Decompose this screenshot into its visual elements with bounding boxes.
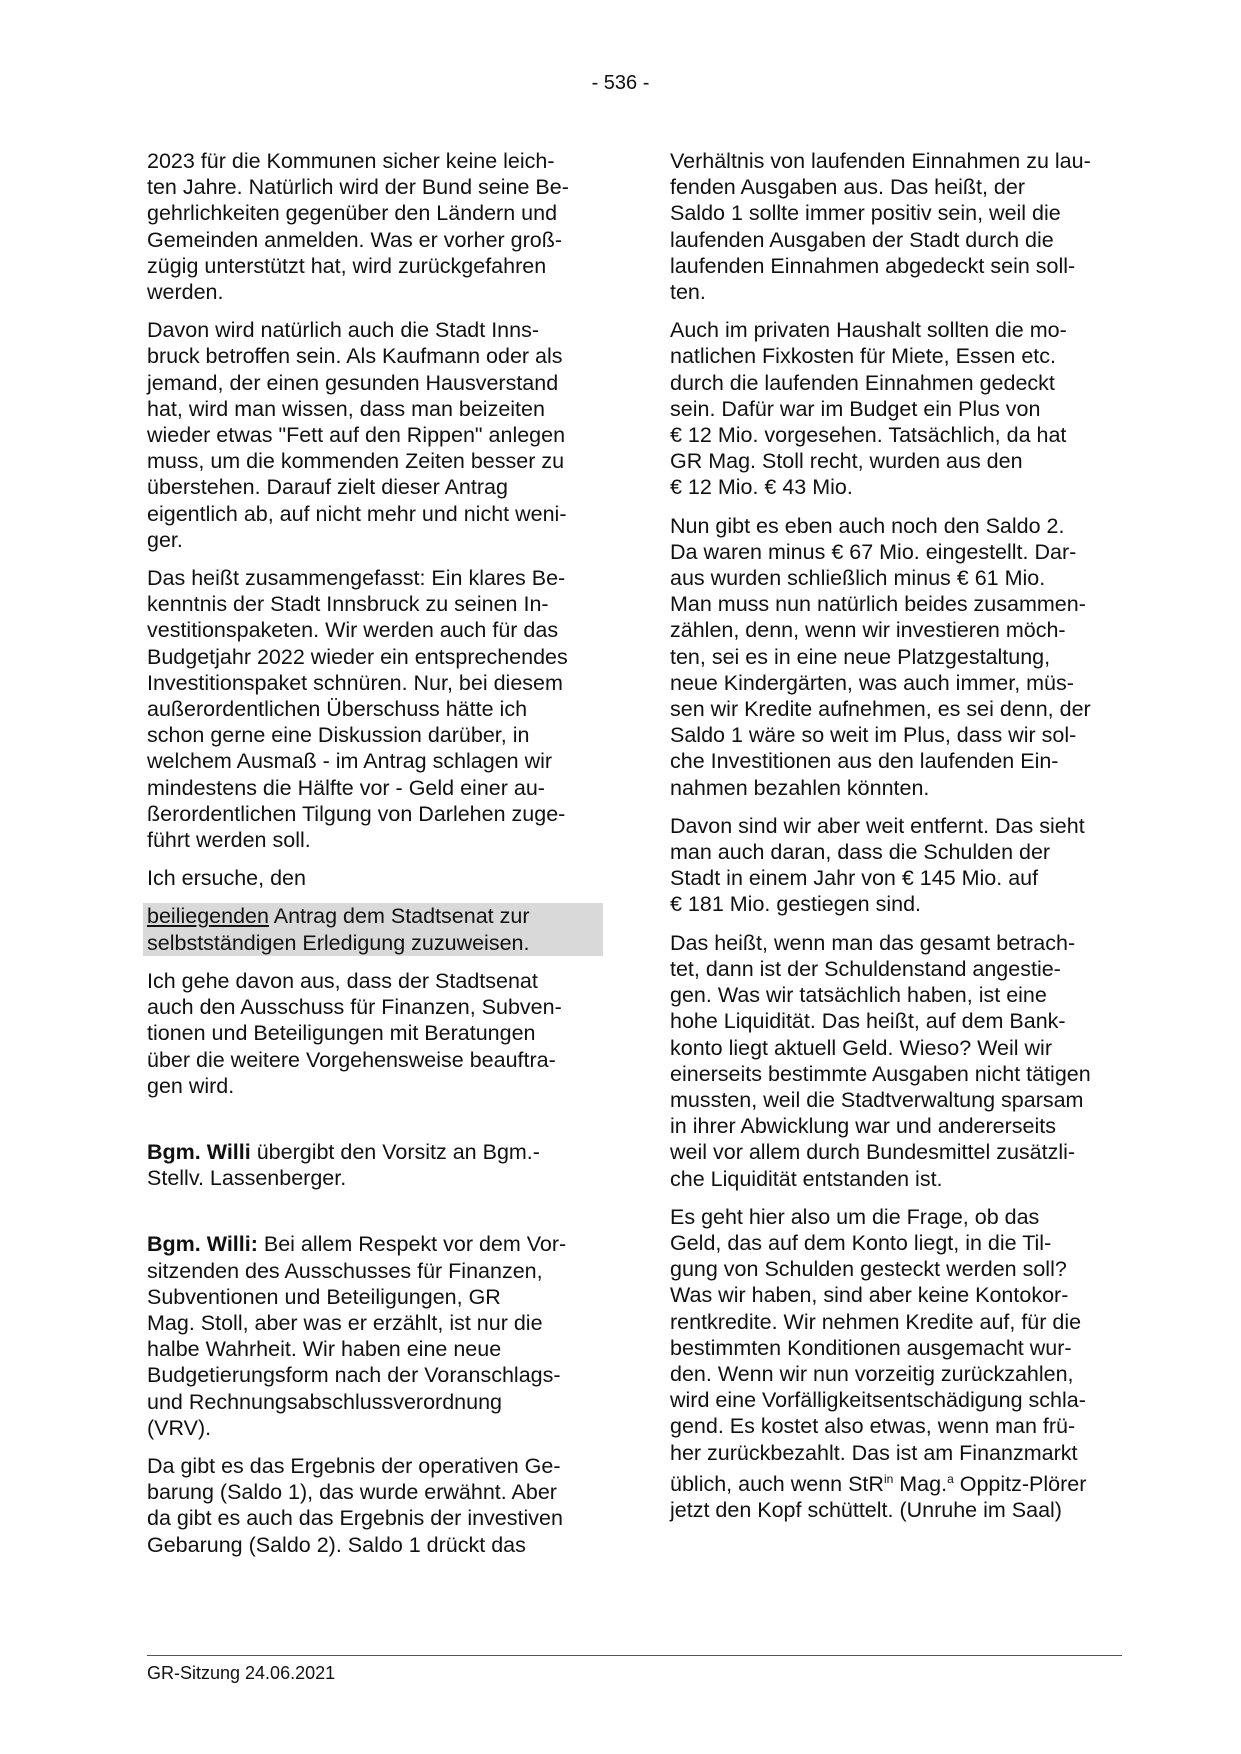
text-line: außerordentlichen Überschuss hätte ich <box>147 697 528 722</box>
text-line: durch die laufenden Einnahmen gedeckt <box>670 370 1055 395</box>
text-line: welchem Ausmaß - im Antrag schlagen wir <box>147 749 553 774</box>
paragraph <box>147 565 599 853</box>
text-line: mindestens die Hälfte vor - Geld einer au- <box>147 775 545 800</box>
text-line: man auch daran, dass die Schulden der <box>670 840 1051 865</box>
text-line: laufenden Einnahmen abgedeckt sein soll- <box>670 253 1076 278</box>
text-line: che Liquidität entstanden ist. <box>670 1166 943 1191</box>
text-line: 2023 für die Kommunen sicher keine leich- <box>147 149 555 173</box>
text-line: Investitionspaket schnüren. Nur, bei diesem <box>147 670 563 695</box>
text-line: Nun gibt es eben auch noch den Saldo 2. <box>670 513 1065 538</box>
text-line: Was wir haben, sind aber keine Kontokor- <box>670 1283 1069 1308</box>
text-line: Budgetierungsform nach der Voranschlags- <box>147 1363 561 1388</box>
paragraph <box>147 148 599 305</box>
text-line: gehrlichkeiten gegenüber den Ländern und <box>147 201 558 226</box>
text-line: tet, dann ist der Schuldenstand angestie- <box>670 956 1061 981</box>
text-line: Stadt in einem Jahr von € 145 Mio. auf <box>670 866 1039 891</box>
text-line: Geld, das auf dem Konto liegt, in die Til- <box>670 1230 1052 1255</box>
paragraph <box>670 317 1122 500</box>
speaker-name: Bgm. Willi: <box>147 1232 258 1257</box>
text-line: natlichen Fixkosten für Miete, Essen etc. <box>670 344 1056 369</box>
text-line: bestimmten Konditionen ausgemacht wur- <box>670 1335 1072 1360</box>
text-line: rentkredite. Wir nehmen Kredite auf, für die <box>670 1309 1082 1334</box>
text-line: konto liegt aktuell Geld. Wieso? Weil wir <box>670 1035 1052 1060</box>
text-line: Davon sind wir aber weit entfernt. Das sieht <box>670 813 1085 838</box>
text-line: Gemeinden anmelden. Was er vorher groß- <box>147 227 563 252</box>
text-line: werden. <box>147 280 224 305</box>
text-line: gend. Es kostet also etwas, wenn man frü- <box>670 1414 1076 1439</box>
right-column <box>670 148 1122 1535</box>
text-line: tionen und Beteiligungen mit Beratungen <box>147 1021 536 1046</box>
text-line: bruck betroffen sein. Als Kaufmann oder als <box>147 344 563 369</box>
text-line: Auch im privaten Haushalt sollten die mo- <box>670 318 1067 343</box>
text-line: Ich gehe davon aus, dass der Stadtsenat <box>147 968 538 993</box>
text-line: ten. <box>670 280 706 305</box>
text-line: Davon wird natürlich auch die Stadt Inns- <box>147 318 539 343</box>
text-line: und Rechnungsabschlussverordnung <box>147 1389 502 1414</box>
paragraph <box>670 513 1122 801</box>
text-line: barung (Saldo 1), das wurde erwähnt. Aber <box>147 1480 557 1505</box>
text-line: Saldo 1 sollte immer positiv sein, weil die <box>670 201 1061 226</box>
text-line: Budgetjahr 2022 wieder ein entsprechendes <box>147 644 568 669</box>
paragraph <box>147 317 599 553</box>
text-line: eigentlich ab, auf nicht mehr und nicht weni- <box>147 501 567 526</box>
paragraph <box>670 930 1122 1192</box>
text-line: sen wir Kredite aufnehmen, es sei denn, der <box>670 697 1091 722</box>
paragraph: Ich ersuche, den <box>147 866 306 891</box>
highlighted-motion: beiliegenden Antrag dem Stadtsenat zur selbstständigen Erledigung zuzuweisen. <box>143 903 603 955</box>
text-line: hohe Liquidität. Das heißt, auf dem Bank- <box>670 1009 1066 1034</box>
text-line: muss, um die kommenden Zeiten besser zu <box>147 449 565 474</box>
text-line: laufenden Ausgaben der Stadt durch die <box>670 227 1054 252</box>
footer-session-date: GR-Sitzung 24.06.2021 <box>147 1663 336 1683</box>
paragraph <box>147 1453 599 1558</box>
text-line: neue Kindergärten, was auch immer, müs- <box>670 670 1074 695</box>
text-line: kenntnis der Stadt Innsbruck zu seinen In- <box>147 592 549 617</box>
text-line: Saldo 1 wäre so weit im Plus, dass wir sol- <box>670 723 1077 748</box>
text-line: mussten, weil die Stadtverwaltung sparsam <box>670 1087 1084 1112</box>
text-line: gung von Schulden gesteckt werden soll? <box>670 1257 1067 1282</box>
text-line: gen wird. <box>147 1073 235 1098</box>
text-line: auch den Ausschuss für Finanzen, Subven- <box>147 995 562 1020</box>
text-line: Subventionen und Beteiligungen, GR <box>147 1284 501 1309</box>
text-line: ger. <box>147 527 183 552</box>
text-line: sein. Dafür war im Budget ein Plus von <box>670 396 1041 421</box>
text-line: überstehen. Darauf zielt dieser Antrag <box>147 475 508 500</box>
text-line: Man muss nun natürlich beides zusammen- <box>670 592 1086 617</box>
text-line: ten Jahre. Natürlich wird der Bund seine Be- <box>147 175 569 200</box>
footer-divider <box>147 1655 1122 1656</box>
text-line: wird eine Vorfälligkeitsentschädigung schla- <box>670 1388 1086 1413</box>
left-column <box>147 148 599 1570</box>
text-line: da gibt es auch das Ergebnis der investiven <box>147 1506 563 1531</box>
text-line: Mag. Stoll, aber was er erzählt, ist nur die <box>147 1310 543 1335</box>
text-line: € 12 Mio. vorgesehen. Tatsächlich, da hat <box>670 423 1067 448</box>
text-line: GR Mag. Stoll recht, wurden aus den <box>670 449 1023 474</box>
speaker-name: Bgm. Willi <box>147 1139 251 1164</box>
text-line: ßerordentlichen Tilgung von Darlehen zuge- <box>147 801 566 826</box>
text-line: her zurückbezahlt. Das ist am Finanzmarkt <box>670 1440 1078 1465</box>
text-line: Das heißt zusammengefasst: Ein klares Be- <box>147 566 566 591</box>
text-line: ten, sei es in eine neue Platzgestaltung, <box>670 644 1051 669</box>
text-line: über die weitere Vorgehensweise beauftra- <box>147 1047 556 1072</box>
text-line: den. Wenn wir nun vorzeitig zurückzahlen, <box>670 1361 1074 1386</box>
text-line: einerseits bestimmte Ausgaben nicht tätigen <box>670 1061 1091 1086</box>
text-line: nahmen bezahlen könnten. <box>670 775 930 800</box>
text-line: wieder etwas "Fett auf den Rippen" anlegen <box>147 423 566 448</box>
text-line: Verhältnis von laufenden Einnahmen zu lau- <box>670 149 1091 173</box>
text-line: sitzenden des Ausschusses für Finanzen, <box>147 1258 543 1283</box>
paragraph <box>670 148 1122 305</box>
text-line: Das heißt, wenn man das gesamt betrach- <box>670 930 1076 955</box>
text-line: € 181 Mio. gestiegen sind. <box>670 892 921 917</box>
text-line: halbe Wahrheit. Wir haben eine neue <box>147 1337 502 1362</box>
text-line: € 12 Mio. € 43 Mio. <box>670 475 853 500</box>
text-line: che Investitionen aus den laufenden Ein- <box>670 749 1059 774</box>
text-line: vestitionspaketen. Wir werden auch für das <box>147 618 559 643</box>
attachment-link: beiliegenden <box>147 904 269 929</box>
text-line: Da waren minus € 67 Mio. eingestellt. Dar- <box>670 539 1077 564</box>
text-line: Gebarung (Saldo 2). Saldo 1 drückt das <box>147 1532 526 1557</box>
page-number: - 536 - <box>591 72 650 94</box>
text-line: weil vor allem durch Bundesmittel zusätzli- <box>670 1140 1076 1165</box>
paragraph <box>147 968 599 1099</box>
text-line: gen. Was wir tatsächlich haben, ist eine <box>670 983 1047 1008</box>
text-line: (VRV). <box>147 1415 212 1440</box>
paragraph <box>670 813 1122 918</box>
text-line: führt werden soll. <box>147 828 311 853</box>
text-line: Es geht hier also um die Frage, ob das <box>670 1204 1040 1229</box>
speaker-paragraph: Bgm. Willi: Bei allem Respekt vor dem Vor- sitzenden des Ausschusses für Finanzen, Subventionen und Beteiligungen, GR Mag. Stoll, aber was er erzählt, ist nur die halbe Wahrheit. Wir haben eine neue Budgetierungsform nach der Voranschlags- und Rechnungsabschlussverordnung (VRV). <box>147 1231 599 1441</box>
text-line: fenden Ausgaben aus. Das heißt, der <box>670 175 1025 200</box>
text-line: jemand, der einen gesunden Hausverstand <box>147 370 559 395</box>
text-line: zügig unterstützt hat, wird zurückgefahren <box>147 253 547 278</box>
text-line: zählen, denn, wenn wir investieren möch- <box>670 618 1066 643</box>
paragraph: Es geht hier also um die Frage, ob das Geld, das auf dem Konto liegt, in die Til- gung von Schulden gesteckt werden soll? Was wir haben, sind aber keine Kontokor- rentkredite. Wir nehmen Kredite auf, für die bestimmten Konditionen ausgemacht wur- den. Wenn wir nun vorzeitig zurückzahlen, wird eine Vorfälligkeitsentschädigung schla- gend. Es kostet also etwas, wenn man frü- her zurückbezahlt. Das ist am Finanzmarkt üblich, auch wenn StR$^{in}$ Mag.$^a$ Oppitz-Plörer jetzt den Kopf schüttelt. (Unruhe im Saal) <box>670 1204 1122 1524</box>
text-line: Da gibt es das Ergebnis der operativen Ge- <box>147 1453 561 1478</box>
text-line: aus wurden schließlich minus € 61 Mio. <box>670 566 1046 591</box>
text-line: hat, wird man wissen, dass man beizeiten <box>147 396 545 421</box>
text-line: schon gerne eine Diskussion darüber, in <box>147 723 530 748</box>
text-line: in ihrer Abwicklung war und andererseits <box>670 1114 1057 1139</box>
speaker-paragraph: Bgm. Willi übergibt den Vorsitz an Bgm.- Stellv. Lassenberger. <box>147 1139 540 1191</box>
